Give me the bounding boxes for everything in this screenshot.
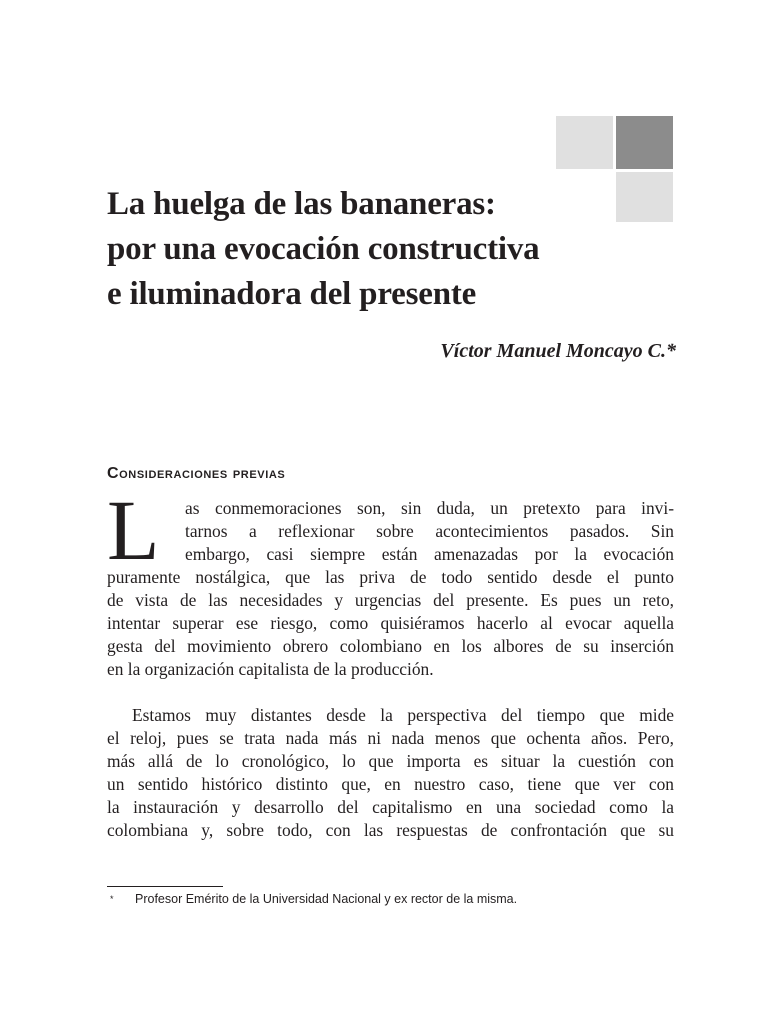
text-line: colombiana y, sobre todo, con las respuestas de confrontación que su [107,820,674,840]
section-heading: Consideraciones previas [107,465,286,482]
footnote-divider [107,886,223,887]
text-line: as conmemoraciones son, sin duda, un pretexto para invi- [185,498,674,518]
article-title [107,182,607,317]
text-line: más allá de lo cronológico, lo que importa es situar la cuestión con [107,751,674,771]
text-line: tarnos a reflexionar sobre acontecimientos pasados. Sin [185,521,674,541]
decorative-square-dark [616,116,673,169]
title-line: e iluminadora del presente [107,276,477,312]
text-line: en la organización capitalista de la producción. [107,659,434,679]
text-line: intentar superar ese riesgo, como quisiéramos hacerlo al evocar aquella [107,613,674,633]
title-line: La huelga de las bananeras: [107,186,496,222]
text-line: embargo, casi siempre están amenazadas por la evocación [185,544,674,564]
text-line: el reloj, pues se trata nada más ni nada menos que ochenta años. Pero, [107,728,674,748]
decorative-square-light-left [556,116,613,169]
drop-cap: L [107,482,160,578]
author-name: Víctor Manuel Moncayo C.* [440,340,676,362]
paragraph-2 [107,704,674,842]
text-line: Estamos muy distantes desde la perspectiva del tiempo que mide [132,705,674,725]
text-line: gesta del movimiento obrero colombiano en los albores de su inserción [107,636,674,656]
footnote-mark: * [110,894,114,904]
text-line: de vista de las necesidades y urgencias del presente. Es pues un reto, [107,590,674,610]
paragraph-1 [107,482,674,681]
footnote-text: Profesor Emérito de la Universidad Nacional y ex rector de la misma. [135,892,518,906]
title-line: por una evocación constructiva [107,231,540,267]
text-line: la instauración y desarrollo del capitalismo en una sociedad como la [107,797,674,817]
text-line: un sentido histórico distinto que, en nuestro caso, tiene que ver con [107,774,674,794]
text-line: puramente nostálgica, que las priva de todo sentido desde el punto [107,567,674,587]
decorative-square-light-bottom [616,172,673,222]
